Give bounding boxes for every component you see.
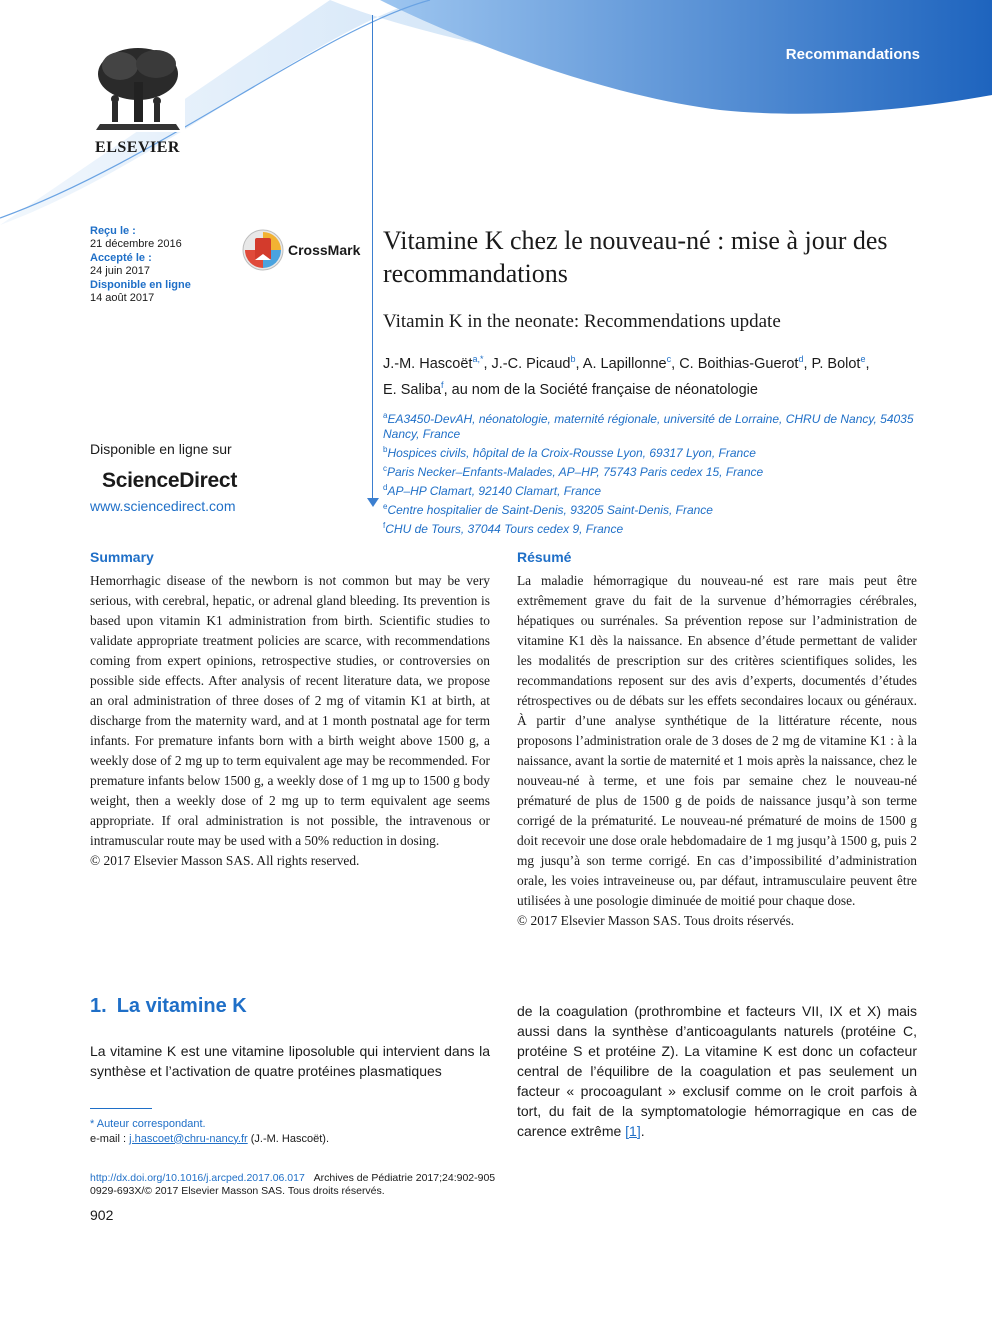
divider-line bbox=[372, 15, 373, 505]
summary-copyright: © 2017 Elsevier Masson SAS. All rights reserved. bbox=[90, 853, 360, 868]
section-tag: Recommandations bbox=[785, 46, 920, 63]
crossmark-badge[interactable] bbox=[242, 229, 360, 271]
article-subtitle: Vitamin K in the neonate: Recommendations update bbox=[383, 311, 781, 332]
section-number: 1. bbox=[90, 995, 107, 1017]
elsevier-logo[interactable] bbox=[90, 44, 185, 157]
sciencedirect-block bbox=[90, 441, 250, 514]
sciencedirect-label: Disponible en ligne sur bbox=[90, 441, 232, 457]
article-dates bbox=[90, 225, 191, 305]
section-title: La vitamine K bbox=[116, 995, 247, 1017]
resume-copyright: © 2017 Elsevier Masson SAS. Tous droits réservés. bbox=[517, 913, 795, 928]
author[interactable]: E. Saliba$^f$ bbox=[383, 379, 444, 398]
crossmark-label: CrossMark bbox=[288, 242, 361, 258]
corresponding-note: * Auteur correspondant. bbox=[90, 1118, 206, 1130]
author[interactable]: A. Lapillonne$^c$ bbox=[582, 354, 672, 372]
elsevier-tree-icon bbox=[90, 44, 185, 132]
affiliation-item[interactable]: $^f$CHU de Tours, 37044 Tours cedex 9, France bbox=[383, 521, 624, 536]
resume-text: La maladie hémorragique du nouveau-né est rare mais peut être extrêmement grave du fait de la survenue d’hémorragies cérébrales, hépatiques ou surrénales. Sa prévention repose sur l’administration de vitamine K1 dès la naissance. En absence d’étude permettant de valider les modalités de prescription sur des critères scientifiques solides, les recommandations reposent sur des avis d’experts, documentés d’études rétrospectives ou de débats sur les effets secondaires locaux ou généraux. À partir d’une analyse synthétique de la littérature récente, nous proposons l’administration orale de 3 doses de 2 mg de vitamine K1 : à la naissance, avant la sortie de maternité et 1 mois après la naissance, chez le nouveau-né à terme, et une fois par semaine chez le nouveau-né prématuré de plus de 1500 g de poids de naissance jusqu’à son terme corrigé de la prématurité. Le nouveau-né prématuré de moins de 1500 g doit recevoir une dose orale hebdomadaire de 1 mg jusqu’à 1500 g, puis 2 mg jusqu’à son terme corrigé. En cas d’impossibilité d’administration orale, les voies intraveineuse ou, par défaut, intramusculaire peuvent être utilisées à une posologie diminuée de moitié pour chaque dose. © 2017 Elsevier Masson SAS. Tous droits réservés. bbox=[517, 573, 917, 928]
received-date: 21 décembre 2016 bbox=[90, 238, 182, 251]
section-heading bbox=[90, 995, 247, 1018]
page-number: 902 bbox=[90, 1207, 114, 1223]
doi-link[interactable]: http://dx.doi.org/10.1016/j.arcped.2017.06.017 bbox=[90, 1172, 305, 1184]
author[interactable]: J.-M. Hascoët$^{a,*}$ bbox=[383, 354, 484, 372]
affiliation-item[interactable]: $^c$Paris Necker–Enfants-Malades, AP–HP, 75743 Paris cedex 15, France bbox=[383, 464, 764, 479]
email-link[interactable]: j.hascoet@chru-nancy.fr bbox=[129, 1132, 248, 1145]
journal-citation: Archives de Pédiatrie 2017;24:902-905 bbox=[313, 1172, 496, 1184]
affiliations bbox=[383, 408, 928, 537]
elsevier-wordmark: ELSEVIER bbox=[95, 139, 180, 156]
author[interactable]: P. Bolot$^e$ bbox=[811, 354, 866, 372]
author[interactable]: J.-C. Picaud$^b$ bbox=[491, 354, 576, 372]
accepted-label: Accepté le : bbox=[90, 251, 152, 264]
citation-footer bbox=[90, 1172, 495, 1198]
affiliation-item[interactable]: $^d$AP–HP Clamart, 92140 Clamart, France bbox=[383, 483, 602, 498]
arrow-down-icon bbox=[367, 498, 379, 507]
email-label: e-mail : bbox=[90, 1132, 127, 1145]
received-label: Reçu le : bbox=[90, 225, 136, 237]
online-date: 14 août 2017 bbox=[90, 292, 155, 305]
resume-section bbox=[517, 549, 917, 931]
crossmark-icon bbox=[242, 229, 284, 271]
affiliation-item[interactable]: $^a$EA3450-DevAH, néonatologie, maternité régionale, université de Lorraine, CHRU de Nancy, 54035 Nancy, France bbox=[383, 411, 914, 441]
accepted-date: 24 juin 2017 bbox=[90, 265, 150, 278]
sciencedirect-link[interactable]: www.sciencedirect.com bbox=[90, 498, 236, 514]
summary-heading: Summary bbox=[90, 549, 154, 565]
sciencedirect-logo[interactable]: ScienceDirect bbox=[102, 469, 238, 492]
email-owner: (J.-M. Hascoët). bbox=[250, 1132, 329, 1145]
affiliation-item[interactable]: $^e$Centre hospitalier de Saint-Denis, 93205 Saint-Denis, France bbox=[383, 502, 713, 517]
footnote-rule bbox=[90, 1108, 152, 1109]
author[interactable]: C. Boithias-Guerot$^d$ bbox=[679, 354, 804, 372]
summary-section bbox=[90, 549, 490, 871]
authors-suffix: au nom de la Société française de néonatologie bbox=[451, 381, 758, 398]
footnote bbox=[90, 1117, 329, 1146]
article-title: Vitamine K chez le nouveau-né : mise à jour des recommandations bbox=[383, 226, 888, 288]
summary-text: Hemorrhagic disease of the newborn is not common but may be very serious, with cerebral, hepatic, or adrenal gland bleeding. Its prevention is based upon vitamin K1 administration from birth. Scientific studies to validate appropriate treatment policies are scarce, with recommendations coming from expert opinions, retrospective studies, or controversies on possible side effects. After analysis of recent literature data, we propose an oral administration of three doses of 2 mg of vitamin K1 at birth, at discharge from the maternity ward, and at 1 month postnatal age for term infants. For premature infants born with a birth weight above 1500 g, a weekly dose of 2 mg up to term equivalent age may be recommended. For premature infants below 1500 g, a weekly dose of 1 mg up to 1500 g body weight, then a weekly dose of 2 mg up to term equivalent age seems appropriate. If oral administration is not possible, the intravenous or intramuscular route may be used with a 50% reduction in dosing. © 2017 Elsevier Masson SAS. All rights reserved. bbox=[90, 573, 490, 868]
affiliation-item[interactable]: $^b$Hospices civils, hôpital de la Croix-Rousse Lyon, 69317 Lyon, France bbox=[383, 445, 756, 460]
reference-link[interactable]: [1] bbox=[625, 1123, 641, 1139]
author-list: J.-M. Hascoët$^{a,*}$, J.-C. Picaud$^b$, A. Lapillonne$^c$, C. Boithias-Guerot$^d$, P. Bolot$^e$, E. Saliba$^f$, au nom de la Société française de néonatologie bbox=[383, 354, 870, 398]
issn-line: 0929-693X/© 2017 Elsevier Masson SAS. Tous droits réservés. bbox=[90, 1185, 385, 1197]
body-text-left: La vitamine K est une vitamine liposoluble qui intervient dans la synthèse et l’activation de quatre protéines plasmatiques bbox=[90, 1043, 490, 1079]
online-label: Disponible en ligne bbox=[90, 278, 191, 291]
body-text-right: de la coagulation (prothrombine et facteurs VII, IX et X) mais aussi dans la synthèse d’anticoagulants naturels (protéine C, protéine S et protéine Z). La vitamine K est donc un cofacteur central de l’équilibre de la coagulation et pas seulement un facteur « procoagulant » exclusif comme on le croit parfois à tort, du fait de la symptomatologie hémorragique en cas de carence extrême [1]. bbox=[517, 1003, 917, 1139]
resume-heading: Résumé bbox=[517, 549, 572, 565]
